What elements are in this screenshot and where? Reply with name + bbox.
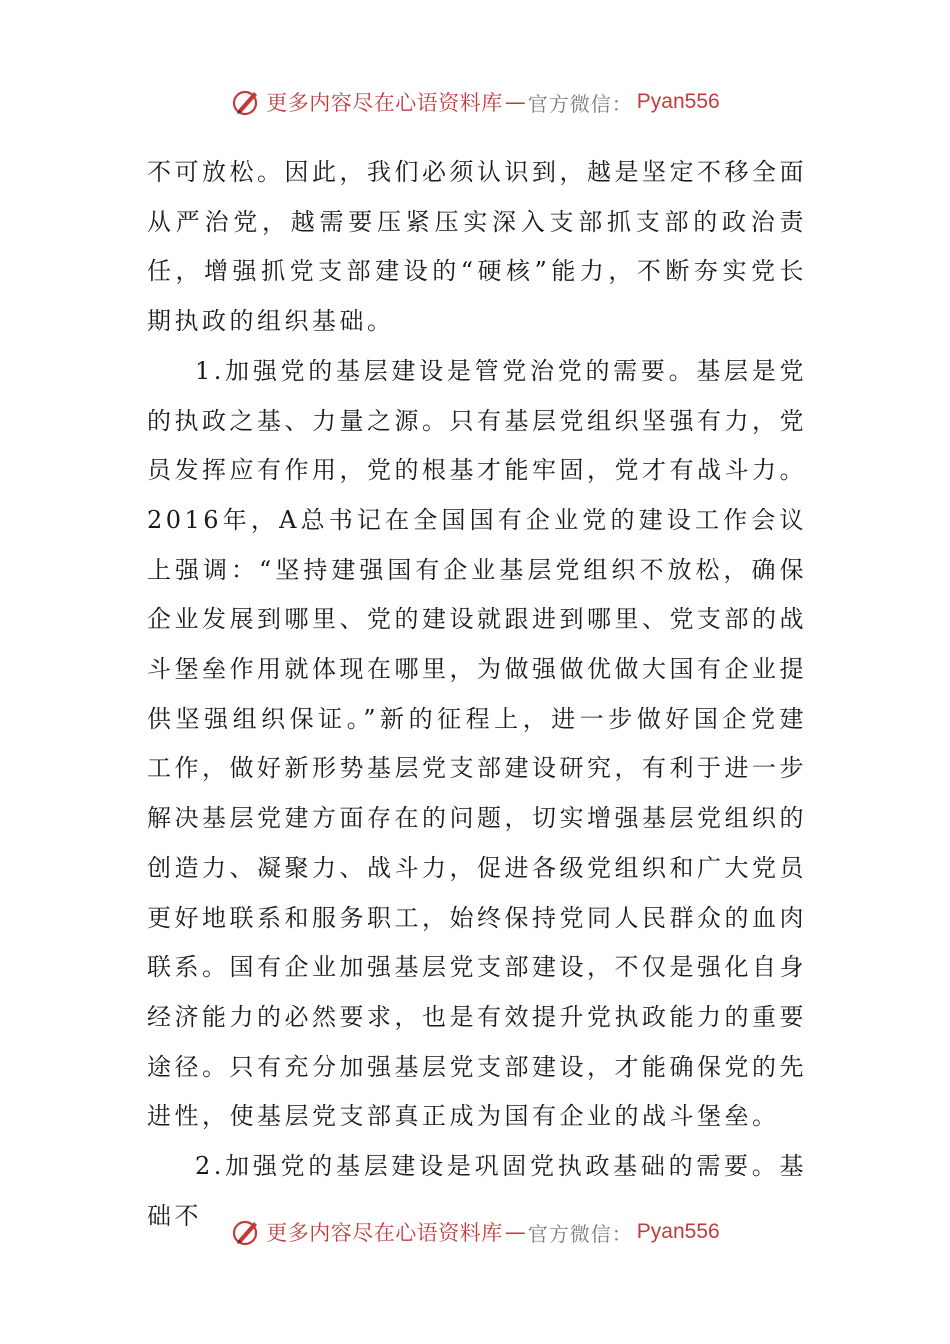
header-wechat-label: 官方微信： xyxy=(527,91,633,116)
pen-circle-icon xyxy=(230,1216,262,1248)
pen-circle-icon xyxy=(230,86,262,118)
footer-banner xyxy=(0,1212,950,1252)
document-body xyxy=(147,148,807,1241)
footer-brand-text: 更多内容尽在心语资料库 xyxy=(266,1221,503,1245)
header-wechat-id: Pyan556 xyxy=(636,90,720,113)
paragraph-point-2: 2.加强党的基层建设是巩固党执政基础的需要。基础不 xyxy=(147,1152,807,1230)
footer-dash: — xyxy=(504,1220,526,1244)
paragraph-point-1: 1.加强党的基层建设是管党治党的需要。基层是党的执政之基、力量之源。只有基层党组织坚强有力，党员发挥应有作用，党的根基才能牢固，党才有战斗力。2016年，A总书记在全国国有企业党的建设工作会议上强调：“坚持建强国有企业基层党组织不放松，确保企业发展到哪里、党的建设就跟进到哪里、党支部的战斗堡垒作用就体现在哪里，为做强做优做大国有企业提供坚强组织保证。”新的征程上，进一步做好国企党建工作，做好新形势基层党支部建设研究，有利于进一步解决基层党建方面存在的问题，切实增强基层党组织的创造力、凝聚力、战斗力，促进各级党组织和广大党员更好地联系和服务职工，始终保持党同人民群众的血肉联系。国有企业加强基层党支部建设，不仅是强化自身经济能力的必然要求，也是有效提升党执政能力的重要途径。只有充分加强基层党支部建设，才能确保党的先进性，使基层党支部真正成为国有企业的战斗堡垒。 xyxy=(147,356,807,1131)
header-brand-text: 更多内容尽在心语资料库 xyxy=(266,91,503,115)
footer-wechat-id: Pyan556 xyxy=(636,1220,720,1243)
footer-wechat-label: 官方微信： xyxy=(527,1221,633,1246)
paragraph-continuation: 不可放松。因此，我们必须认识到，越是坚定不移全面从严治党，越需要压紧压实深入支部抓支部的政治责任，增强抓党支部建设的“硬核”能力，不断夯实党长期执政的组织基础。 xyxy=(147,158,807,336)
header-banner xyxy=(0,82,950,122)
header-dash: — xyxy=(504,90,526,114)
